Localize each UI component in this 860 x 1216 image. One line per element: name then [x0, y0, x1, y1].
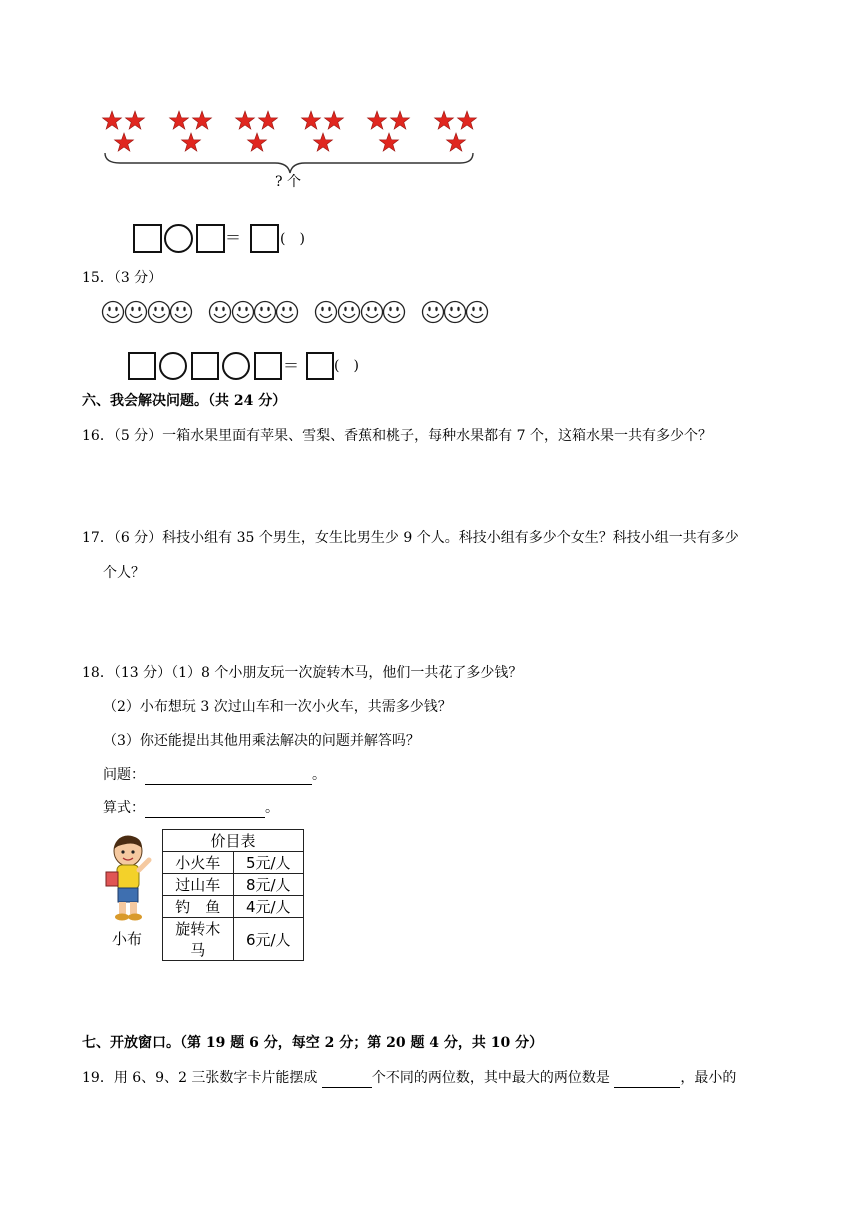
q19-line	[82, 1068, 736, 1088]
q19-part-2: 个不同的两位数，其中最大的两位数是	[371, 1070, 615, 1086]
answer-box-7[interactable]	[306, 352, 334, 380]
answer-box-1[interactable]	[133, 224, 162, 253]
q19-part-1: 19．用 6、9、2 三张数字卡片能摆成	[82, 1070, 322, 1086]
price-table	[162, 829, 304, 961]
section-7-heading: 七、开放窗口。（第 19 题 6 分，每空 2 分；第 20 题 4 分，共 10 分）	[82, 1035, 544, 1051]
star-group-5	[367, 111, 409, 151]
table-row	[163, 896, 304, 918]
unit-paren[interactable]: ( )	[280, 231, 305, 247]
smiley-figure	[100, 298, 495, 328]
price-table-title: 价目表	[163, 830, 304, 852]
section-6-heading: 六、我会解决问题。（共 24 分）	[82, 393, 287, 409]
answer-box-6[interactable]	[254, 352, 282, 380]
item-price: 6元/人	[233, 918, 304, 961]
boy-figure	[100, 834, 155, 924]
q17-line-2: 个人？	[103, 565, 145, 581]
q19-part-3: ，最小的	[680, 1070, 737, 1086]
item-price: 8元/人	[233, 874, 304, 896]
formula-label: 算式：	[103, 800, 145, 816]
brace-label: ? 个	[275, 174, 301, 190]
stars-illustration	[100, 108, 485, 228]
item-price: 5元/人	[233, 852, 304, 874]
stars-figure	[100, 108, 485, 228]
answer-box-2[interactable]	[196, 224, 225, 253]
q15-label: 15．（3 分）	[82, 270, 163, 286]
unit-paren[interactable]: ( )	[334, 358, 359, 374]
q16-text: 16．（5 分）一箱水果里面有苹果、雪梨、香蕉和桃子，每种水果都有 7 个，这箱水果一共有多少个？	[82, 428, 712, 444]
period: 。	[312, 767, 326, 783]
formula-answer-blank[interactable]	[145, 801, 265, 818]
q17-line-1: 17．（6 分）科技小组有 35 个男生，女生比男生少 9 个人。科技小组有多少个女生？科技小组一共有多少	[82, 530, 739, 546]
item-name: 旋转木马	[163, 918, 234, 961]
operator-circle-1[interactable]	[164, 224, 193, 253]
star-group-4	[301, 111, 343, 151]
smileys-illustration	[100, 298, 495, 328]
brace	[105, 153, 473, 173]
star-group-6	[434, 111, 476, 151]
formula-line	[103, 798, 279, 818]
smiley-group-1	[103, 302, 192, 323]
equals-sign: ＝	[225, 228, 242, 247]
operator-circle-3[interactable]	[222, 352, 250, 380]
item-name: 过山车	[163, 874, 234, 896]
character-name: 小布	[112, 930, 143, 948]
answer-box-4[interactable]	[128, 352, 156, 380]
operator-circle-2[interactable]	[159, 352, 187, 380]
q19-blank-max[interactable]	[614, 1071, 680, 1088]
q18-line-2: （2）小布想玩 3 次过山车和一次小火车，共需多少钱？	[103, 699, 452, 715]
boy-illustration	[100, 834, 155, 948]
period: 。	[265, 800, 279, 816]
table-row	[163, 852, 304, 874]
q18-line-3: （3）你还能提出其他用乘法解决的问题并解答吗？	[103, 733, 420, 749]
smiley-group-3	[316, 302, 405, 323]
equals-sign: ＝	[283, 356, 300, 375]
q19-blank-count[interactable]	[322, 1071, 372, 1088]
price-table-wrapper	[162, 829, 304, 961]
price-table-title-row	[163, 830, 304, 852]
question-line	[103, 765, 326, 785]
table-row	[163, 918, 304, 961]
star-group-3	[235, 111, 277, 151]
question-label: 问题：	[103, 767, 145, 783]
answer-box-5[interactable]	[191, 352, 219, 380]
item-price: 4元/人	[233, 896, 304, 918]
smiley-group-2	[210, 302, 298, 323]
smiley-group-4	[423, 302, 488, 323]
star-group-1	[102, 111, 144, 151]
q18-line-1: 18．（13 分）（1）8 个小朋友玩一次旋转木马，他们一共花了多少钱？	[82, 665, 523, 681]
question-answer-blank[interactable]	[145, 768, 312, 785]
item-name: 钓 鱼	[163, 896, 234, 918]
item-name: 小火车	[163, 852, 234, 874]
table-row	[163, 874, 304, 896]
star-group-2	[169, 111, 211, 151]
answer-box-3[interactable]	[250, 224, 279, 253]
